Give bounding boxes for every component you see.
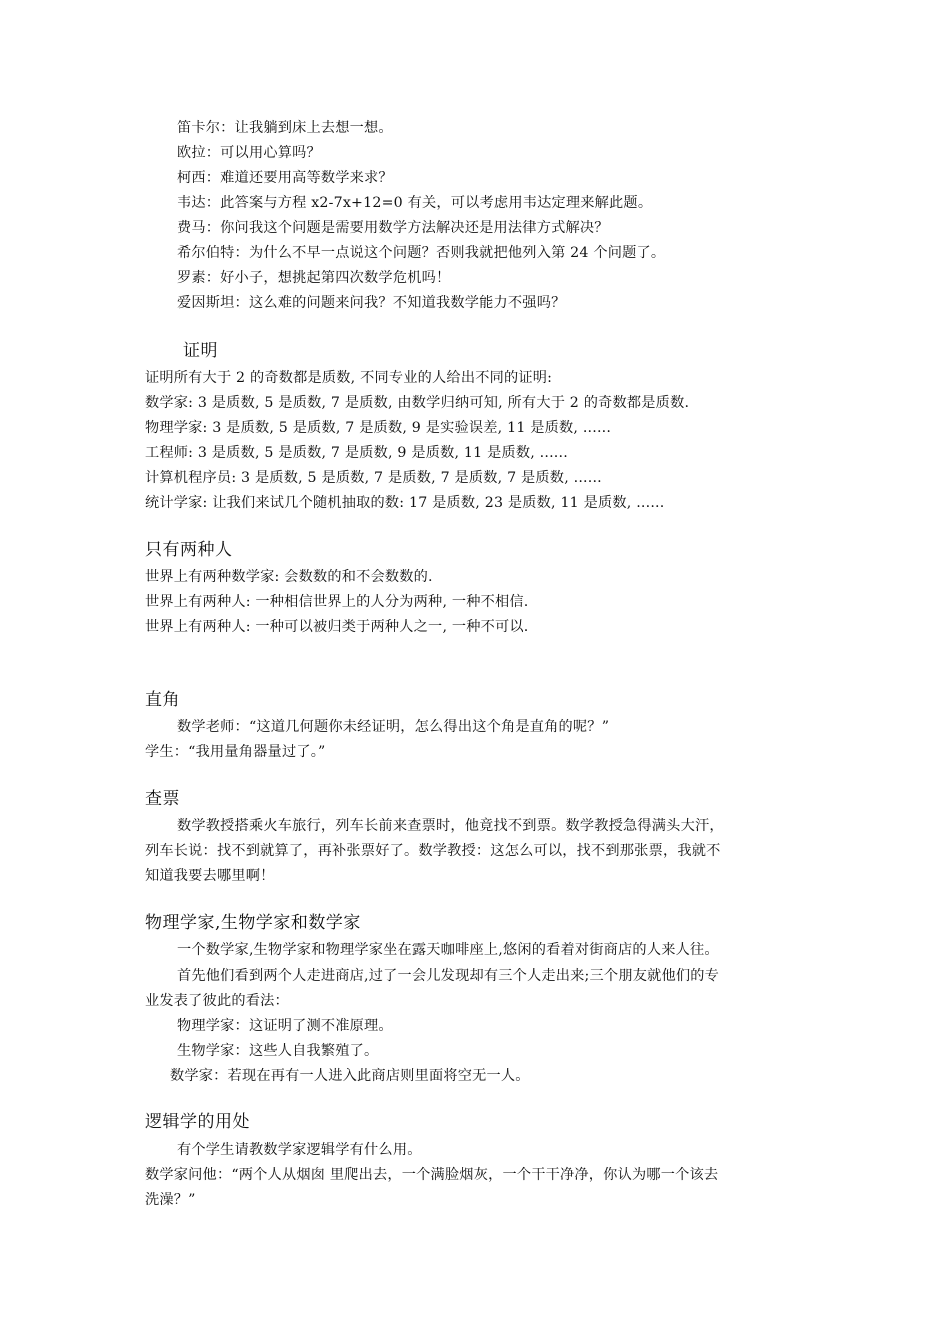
text-line: 知道我要去哪里啊！ (145, 868, 275, 884)
text-line: 生物学家：这些人自我繁殖了。 (177, 1043, 379, 1059)
text-line: 有个学生请教数学家逻辑学有什么用。 (177, 1142, 422, 1158)
section-heading-scientists: 物理学家,生物学家和数学家 (145, 913, 361, 933)
text-line: 学生：“我用量角器量过了。” (145, 744, 326, 760)
text-line: 世界上有两种人: 一种可以被归类于两种人之一, 一种不可以. (145, 619, 529, 635)
text-line: 物理学家: 3 是质数, 5 是质数, 7 是质数, 9 是实验误差, 11 是质数, ...... (145, 420, 612, 436)
text-line: 世界上有两种人: 一种相信世界上的人分为两种, 一种不相信. (145, 594, 529, 610)
text-line: 数学家问他：“两个人从烟囱 里爬出去，一个满脸烟灰，一个干干净净，你认为哪一个该去 (145, 1167, 719, 1183)
text-line: 一个数学家,生物学家和物理学家坐在露天咖啡座上,悠闲的看着对街商店的人来人往。 (177, 942, 719, 958)
section-heading-proof: 证明 (183, 341, 218, 361)
section-heading-two-kinds: 只有两种人 (145, 540, 233, 560)
text-line: 费马：你问我这个问题是需要用数学方法解决还是用法律方式解决？ (177, 220, 609, 236)
section-heading-logic: 逻辑学的用处 (145, 1112, 250, 1132)
text-line: 业发表了彼此的看法： (145, 993, 289, 1009)
text-line: 计算机程序员: 3 是质数, 5 是质数, 7 是质数, 7 是质数, 7 是质数, ...... (145, 470, 602, 486)
section-heading-ticket: 查票 (145, 789, 180, 809)
text-line: 物理学家：这证明了测不准原理。 (177, 1018, 393, 1034)
text-line: 工程师: 3 是质数, 5 是质数, 7 是质数, 9 是质数, 11 是质数, ...... (145, 445, 568, 461)
text-line: 世界上有两种数学家: 会数数的和不会数数的. (145, 569, 433, 585)
text-line: 数学家: 3 是质数, 5 是质数, 7 是质数, 由数学归纳可知, 所有大于 2 的奇数都是质数. (145, 395, 690, 411)
text-line: 数学教授搭乘火车旅行，列车长前来查票时，他竟找不到票。数学教授急得满头大汗， (177, 818, 724, 834)
text-line: 韦达：此答案与方程 x2-7x+12=0 有关，可以考虑用韦达定理来解此题。 (177, 195, 653, 211)
text-line: 爱因斯坦：这么难的问题来问我？不知道我数学能力不强吗？ (177, 295, 566, 311)
text-line: 柯西：难道还要用高等数学来求？ (177, 170, 393, 186)
text-line: 证明所有大于 2 的奇数都是质数, 不同专业的人给出不同的证明: (145, 370, 553, 386)
text-line: 数学老师：“这道几何题你未经证明，怎么得出这个角是直角的呢？” (177, 719, 610, 735)
text-line: 希尔伯特：为什么不早一点说这个问题？否则我就把他列入第 24 个问题了。 (177, 245, 666, 261)
text-line: 首先他们看到两个人走进商店,过了一会儿发现却有三个人走出来;三个朋友就他们的专 (177, 968, 720, 984)
text-line: 数学家：若现在再有一人进入此商店则里面将空无一人。 (170, 1068, 530, 1084)
text-line: 笛卡尔：让我躺到床上去想一想。 (177, 120, 393, 136)
section-heading-right-angle: 直角 (145, 690, 180, 710)
text-line: 洗澡？” (145, 1192, 196, 1208)
text-line: 欧拉：可以用心算吗？ (177, 145, 321, 161)
text-line: 统计学家: 让我们来试几个随机抽取的数: 17 是质数, 23 是质数, 11 是质数, ...... (145, 495, 665, 511)
text-line: 列车长说：找不到就算了，再补张票好了。数学教授：这怎么可以，找不到那张票，我就不 (145, 843, 721, 859)
text-line: 罗素：好小子，想挑起第四次数学危机吗！ (177, 270, 451, 286)
